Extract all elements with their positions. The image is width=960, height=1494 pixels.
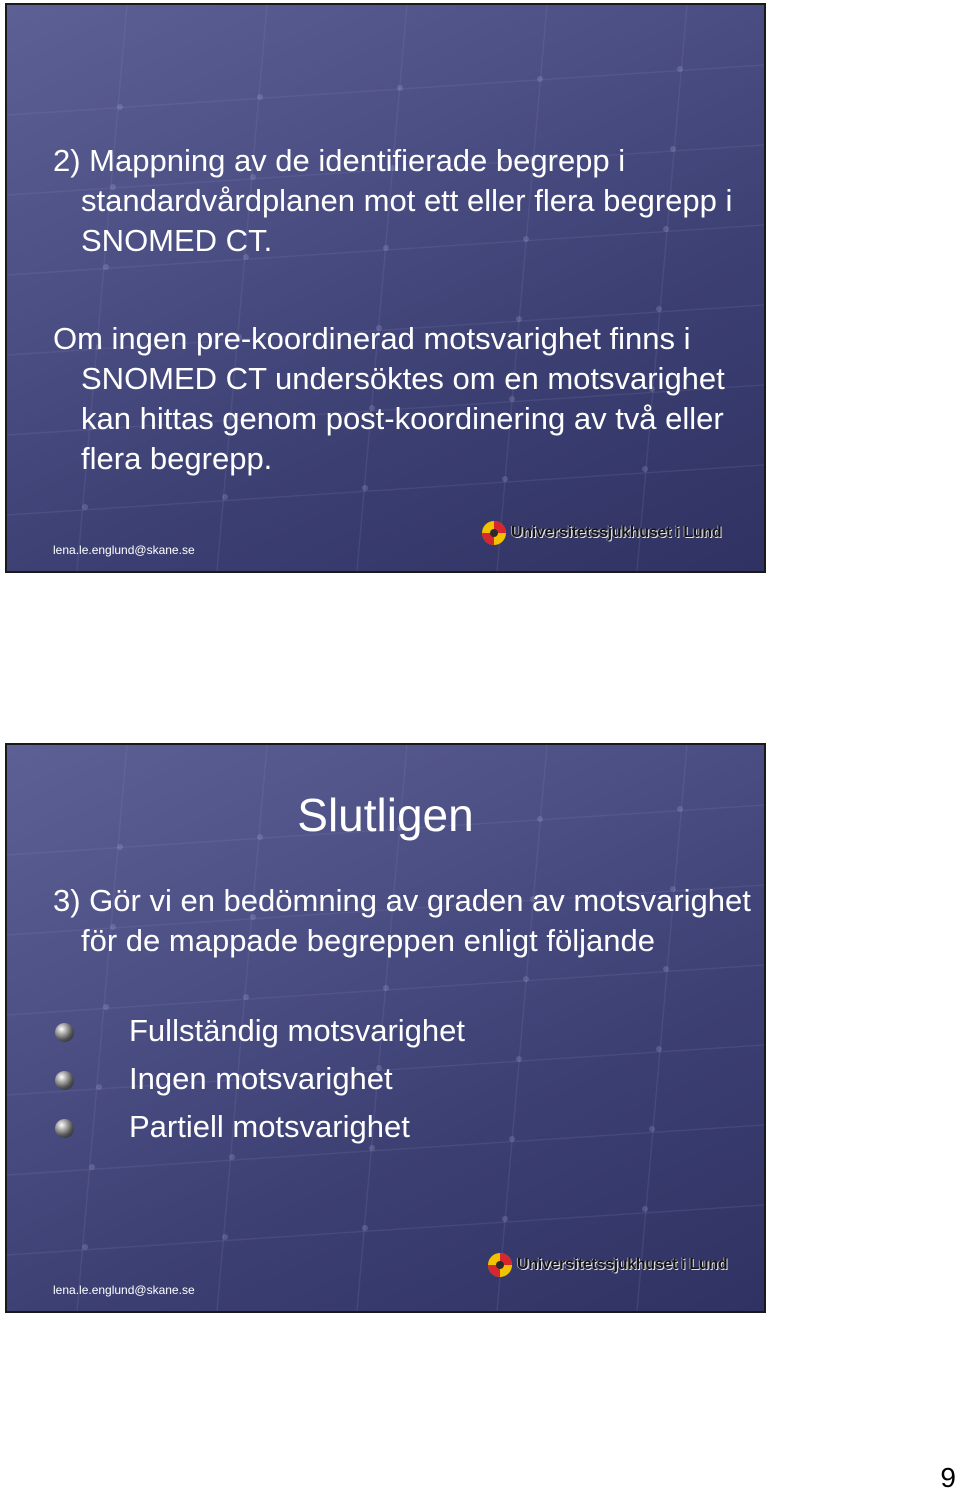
background-grid-pattern [7, 5, 764, 571]
logo-text: Universitetssjukhuset i Lund [517, 1256, 728, 1273]
slide-title: Slutligen [297, 789, 474, 841]
sphere-bullet-icon [55, 1071, 74, 1090]
sphere-bullet-icon [55, 1023, 74, 1042]
list-item-label: Partiell motsvarighet [129, 1109, 410, 1144]
list-item-label: Fullständig motsvarighet [129, 1013, 465, 1048]
assessment-paragraph: 3) Gör vi en bedömning av graden av motsvarighet för de mappade begreppen enligt följande [53, 883, 751, 958]
footer-email: lena.le.englund@skane.se [53, 1283, 195, 1297]
hospital-logo [487, 1251, 727, 1279]
mapping-paragraph: 2) Mappning av de identifierade begrepp i standardvårdplanen mot ett eller flera begrepp i SNOMED CT. [53, 143, 733, 258]
hospital-logo [481, 519, 721, 547]
correspondence-list [53, 1011, 465, 1155]
sphere-bullet-icon [55, 1119, 74, 1138]
list-item-label: Ingen motsvarighet [129, 1061, 393, 1096]
footer-email: lena.le.englund@skane.se [53, 543, 195, 557]
list-item [53, 1011, 465, 1059]
slide-2 [5, 743, 766, 1313]
list-item [53, 1059, 465, 1107]
hospital-emblem-icon [487, 1252, 513, 1278]
list-item [53, 1107, 465, 1155]
post-coordination-paragraph: Om ingen pre-koordinerad motsvarighet finns i SNOMED CT undersöktes om en motsvarighet kan hittas genom post-koordinering av två eller flera begrepp. [53, 321, 725, 476]
logo-text: Universitetssjukhuset i Lund [511, 524, 722, 541]
hospital-emblem-icon [481, 520, 507, 546]
slide-1 [5, 3, 766, 573]
page-number: 9 [940, 1462, 956, 1493]
